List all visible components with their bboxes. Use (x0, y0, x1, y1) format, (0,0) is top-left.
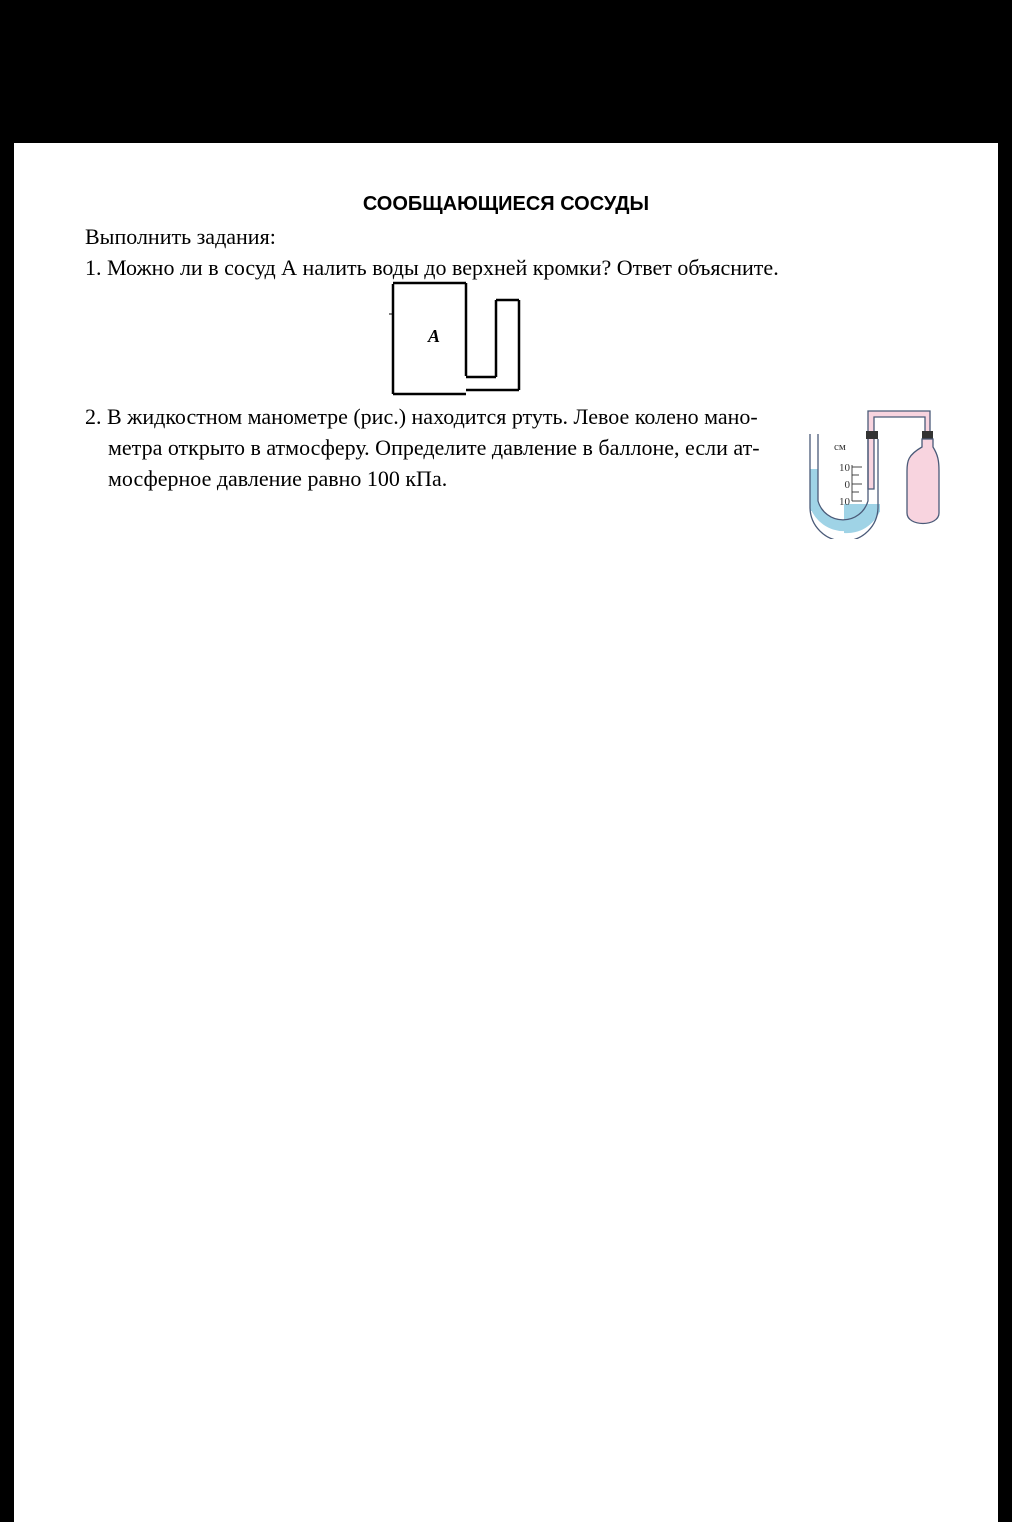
stopper-right (922, 431, 933, 439)
scale-unit: см (834, 441, 846, 453)
balloon (907, 439, 939, 524)
scale-tick-bottom: 10 (839, 496, 850, 508)
intro-text: Выполнить задания: (85, 224, 276, 249)
page-title: СООБЩАЮЩИЕСЯ СОСУДЫ (362, 193, 650, 215)
task-2-line-2: метра открыто в атмосферу. Определите давление в баллоне, если ат- (108, 435, 760, 460)
task-2-line-3: мосферное давление равно 100 кПа. (108, 466, 448, 491)
task-1-text: 1. Можно ли в сосуд А налить воды до верхней кромки? Ответ объясните. (85, 255, 779, 280)
manometer-figure (806, 409, 951, 539)
scale-ruler (852, 465, 862, 501)
stopper-left (866, 431, 878, 439)
task-2-line-1: 2. В жидкостном манометре (рис.) находится ртуть. Левое колено мано- (85, 404, 758, 429)
document-page (14, 143, 998, 1522)
scale-tick-zero: 0 (844, 479, 850, 491)
scale-tick-top: 10 (839, 462, 850, 474)
vessel-figure (389, 280, 524, 398)
vessel-a-label: A (427, 326, 441, 346)
